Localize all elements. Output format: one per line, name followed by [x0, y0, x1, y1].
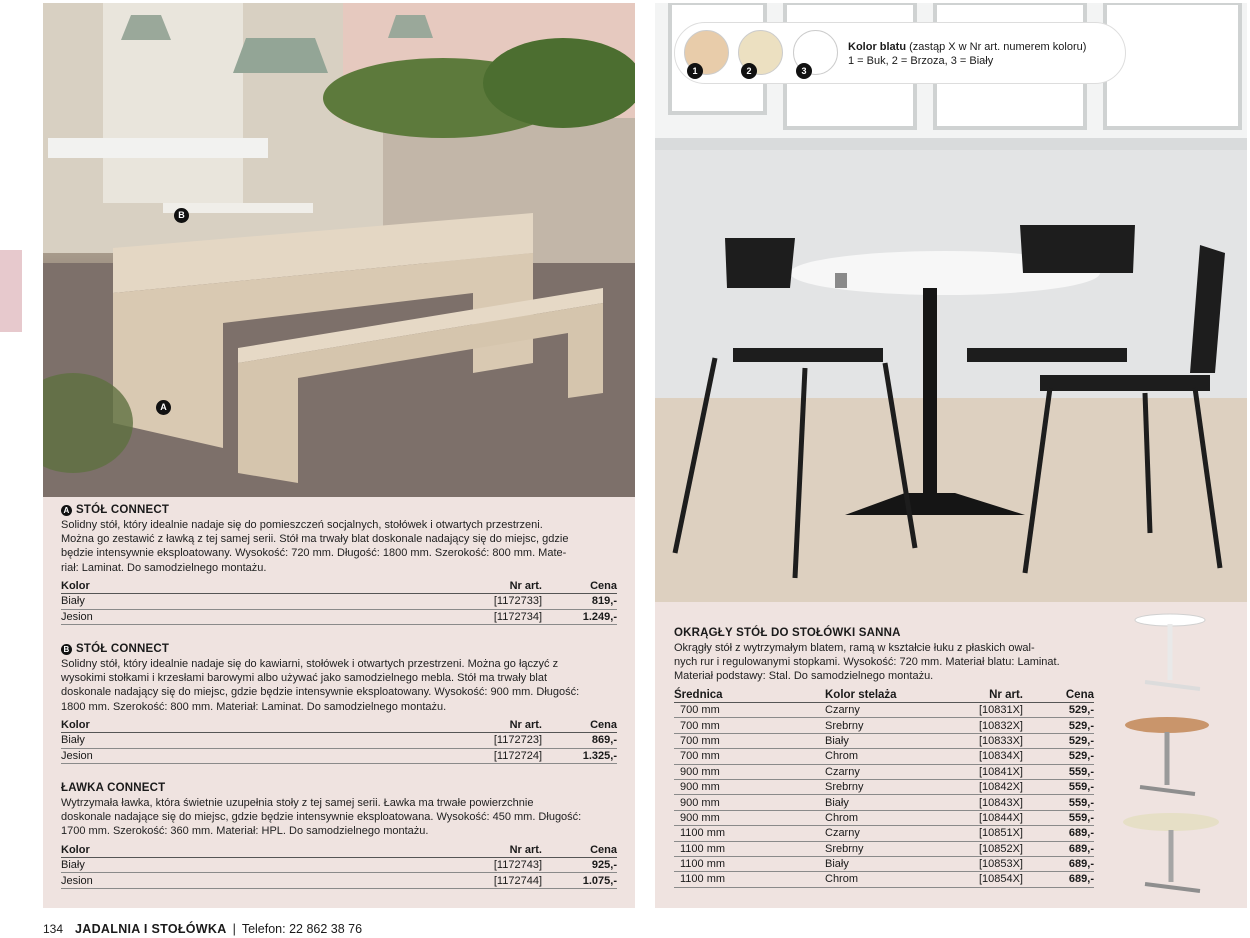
- product-sanna: [674, 626, 1094, 888]
- product-lawka-connect: [61, 781, 617, 889]
- table-row: 1100 mm Czarny [10851X] 689,-: [674, 826, 1094, 841]
- table-row: 900 mm Biały [10843X] 559,-: [674, 795, 1094, 810]
- table-row: 700 mm Czarny [10831X] 529,-: [674, 703, 1094, 718]
- table-row: Biały [1172723] 869,-: [61, 733, 617, 748]
- section-tab-marker: [0, 250, 22, 332]
- photo-sanna-table-chairs: [655, 3, 1247, 602]
- swatch-number: 1: [687, 63, 703, 79]
- tabletop-color-picker: [674, 22, 1126, 84]
- product-stol-connect-a: [61, 503, 617, 625]
- sanna-scene-illustration: [655, 3, 1247, 602]
- table-row: Biały [1172743] 925,-: [61, 858, 617, 873]
- letter-badge: B: [61, 644, 72, 655]
- swatch-brzoza[interactable]: [738, 30, 783, 75]
- price-table: [61, 579, 617, 625]
- table-row: 900 mm Srebrny [10842X] 559,-: [674, 780, 1094, 795]
- table-row: 900 mm Chrom [10844X] 559,-: [674, 811, 1094, 826]
- table-row: Jesion [1172744] 1.075,-: [61, 873, 617, 888]
- product-stol-connect-b: [61, 642, 617, 764]
- product-description: Solidny stół, który idealnie nadaje się do kawiarni, stołówek i otwartych przestrzeni. Można go łączyć z wysokimi stołkami i krzesłami barowymi albo używać jako samodzielnego mebla. Stół ma trwały blat doskonale nadający się do miejsc, gdzie będzie intensywnie eksploatowany. Wysokość: 900 mm. Długość: 1800 mm. Szerokość: 800 mm. Materiał: Laminat. Do samodzielnego montażu.: [61, 658, 580, 713]
- separator: |: [232, 922, 236, 936]
- product-title: STÓŁ CONNECT: [76, 643, 170, 655]
- product-description: Okrągły stół z wytrzymałym blatem, ramą w kształcie łuku z płaskich owal- nych rur i regulowanymi stopkami. Wysokość: 720 mm. Materiał blatu: Laminat. Materiał podstawy: Stal. Do samodzielnego montażu.: [674, 642, 1060, 683]
- swatch-bialy[interactable]: [793, 30, 838, 75]
- price-table: [61, 718, 617, 764]
- phone-number: Telefon: 22 862 38 76: [241, 922, 363, 936]
- table-row: Biały [1172733] 819,-: [61, 594, 617, 609]
- swatch-buk[interactable]: [684, 30, 729, 75]
- product-description: Solidny stół, który idealnie nadaje się do pomieszczeń socjalnych, stołówek i otwartych przestrzeni. Można go zestawić z ławką z tej samej serii. Stół ma trwały blat doskonale nadający się do miejsc, gdzie będzie intensywnie eksploatowany. Wysokość: 720 mm. Długość: 1800 mm. Szerokość: 800 mm. Mate- riał: Laminat. Do samodzielnego montażu.: [61, 519, 569, 574]
- section-name: JADALNIA I STOŁÓWKA: [75, 922, 227, 936]
- price-table: [61, 843, 617, 889]
- product-title: STÓŁ CONNECT: [76, 504, 170, 516]
- swatch-number: 3: [796, 63, 812, 79]
- product-title: OKRĄGŁY STÓŁ DO STOŁÓWKI SANNA: [674, 627, 901, 639]
- color-legend: Kolor blatu (zastąp X w Nr art. numerem koloru) 1 = Buk, 2 = Brzoza, 3 = Biały: [848, 41, 1087, 67]
- table-row: 700 mm Srebrny [10832X] 529,-: [674, 718, 1094, 733]
- table-row: 700 mm Chrom [10834X] 529,-: [674, 749, 1094, 764]
- table-header: Kolor Nr art. Cena: [61, 718, 617, 733]
- price-table: [674, 688, 1094, 888]
- photo-connect-table-bench: [43, 3, 635, 497]
- table-header: Kolor Nr art. Cena: [61, 843, 617, 858]
- table-body: [674, 703, 1094, 888]
- connect-scene-illustration: [43, 3, 635, 497]
- product-title: ŁAWKA CONNECT: [61, 782, 166, 794]
- product-description: Wytrzymała ławka, która świetnie uzupełnia stoły z tej samej serii. Ławka ma trwałe powierzchnie doskonale nadające się do miejsc, gdzie będzie intensywnie eksploatowana. Wysokość: 450 mm. Długość: 1700 mm. Szerokość: 360 mm. Materiał: HPL. Do samodzielnego montażu.: [61, 797, 582, 838]
- table-row: Jesion [1172724] 1.325,-: [61, 749, 617, 764]
- table-row: 1100 mm Biały [10853X] 689,-: [674, 857, 1094, 872]
- swatch-number: 2: [741, 63, 757, 79]
- table-row: 1100 mm Srebrny [10852X] 689,-: [674, 842, 1094, 857]
- table-row: 1100 mm Chrom [10854X] 689,-: [674, 872, 1094, 887]
- table-row: 700 mm Biały [10833X] 529,-: [674, 734, 1094, 749]
- table-header: Kolor Nr art. Cena: [61, 579, 617, 594]
- page-footer: [43, 922, 362, 936]
- page-number: 134: [43, 922, 64, 936]
- marker-a: A: [156, 400, 171, 415]
- letter-badge: A: [61, 505, 72, 516]
- table-row: 900 mm Czarny [10841X] 559,-: [674, 765, 1094, 780]
- table-row: Jesion [1172734] 1.249,-: [61, 610, 617, 625]
- marker-b: B: [174, 208, 189, 223]
- table-header: Średnica Kolor stelaża Nr art. Cena: [674, 688, 1094, 703]
